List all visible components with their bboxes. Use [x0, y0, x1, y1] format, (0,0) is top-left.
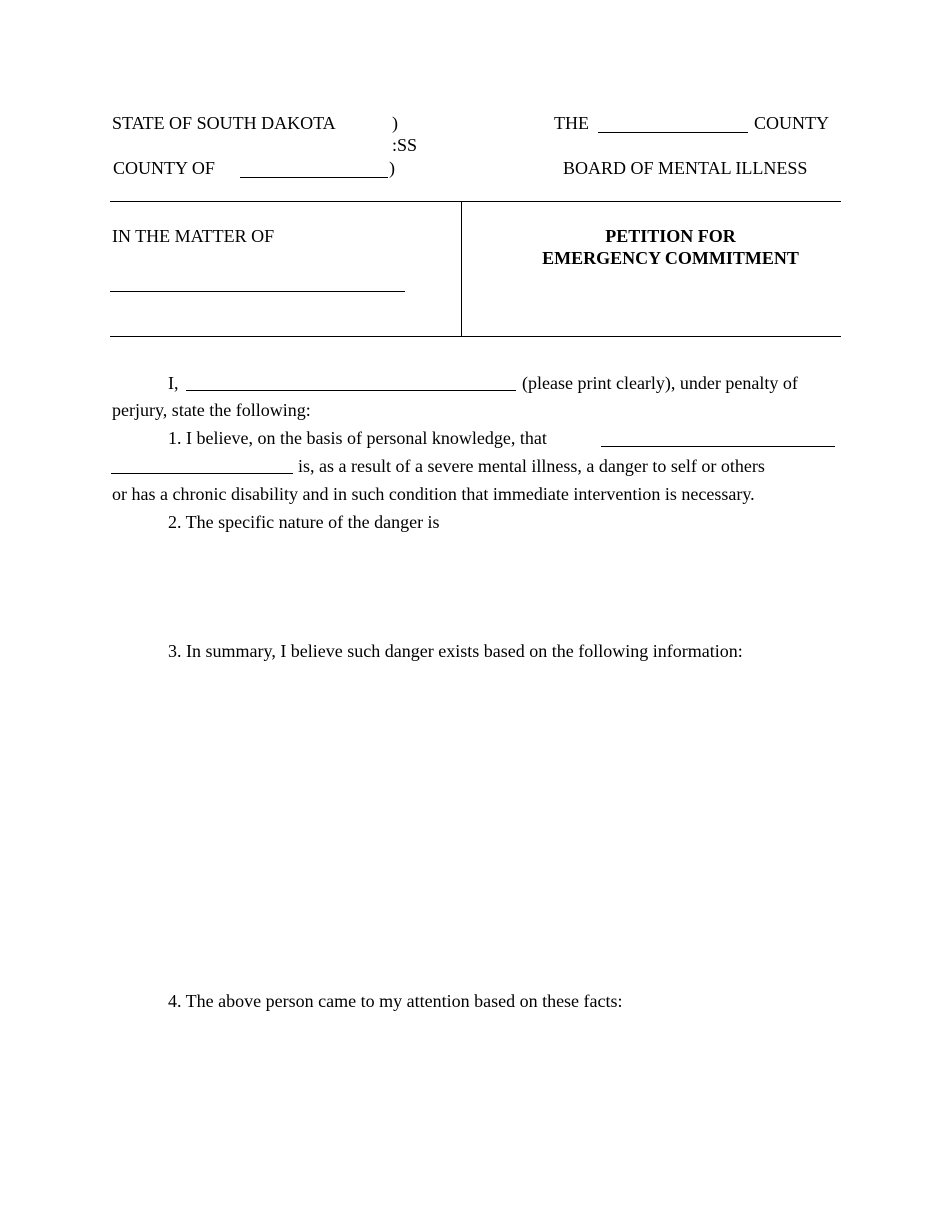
- board-label: BOARD OF MENTAL ILLNESS: [563, 158, 808, 178]
- caption-paren-top: ): [392, 113, 398, 133]
- petition-title-line2: EMERGENCY COMMITMENT: [542, 248, 799, 268]
- subject-name-field-b[interactable]: [111, 473, 293, 474]
- the-label: THE: [554, 113, 589, 133]
- item1-line2: is, as a result of a severe mental illness, a danger to self or others: [298, 456, 765, 476]
- item4-text: 4. The above person came to my attention based on these facts:: [168, 991, 623, 1011]
- petition-title-line1: PETITION FOR: [605, 226, 736, 246]
- state-label: STATE OF SOUTH DAKOTA: [112, 113, 336, 133]
- matter-label: IN THE MATTER OF: [112, 226, 275, 246]
- caption-paren-bottom: ): [389, 158, 395, 178]
- box-top-rule: [110, 201, 841, 202]
- intro-line2: perjury, state the following:: [112, 400, 311, 420]
- intro-rest: (please print clearly), under penalty of: [522, 373, 798, 393]
- petitioner-name-field[interactable]: [186, 390, 516, 391]
- box-bottom-rule: [110, 336, 841, 337]
- item3-text: 3. In summary, I believe such danger exists based on the following information:: [168, 641, 743, 661]
- ss-label: :SS: [392, 135, 418, 155]
- item1-line1: 1. I believe, on the basis of personal knowledge, that: [168, 428, 547, 448]
- item2-text: 2. The specific nature of the danger is: [168, 512, 440, 532]
- intro-i: I,: [168, 373, 179, 393]
- county-of-field[interactable]: [240, 177, 388, 178]
- county-label: COUNTY: [754, 113, 829, 133]
- matter-name-field[interactable]: [110, 291, 405, 292]
- item1-line3: or has a chronic disability and in such condition that immediate intervention is necessary.: [112, 484, 755, 504]
- board-county-field[interactable]: [598, 132, 748, 133]
- county-of-label: COUNTY OF: [113, 158, 215, 178]
- subject-name-field-a[interactable]: [601, 446, 835, 447]
